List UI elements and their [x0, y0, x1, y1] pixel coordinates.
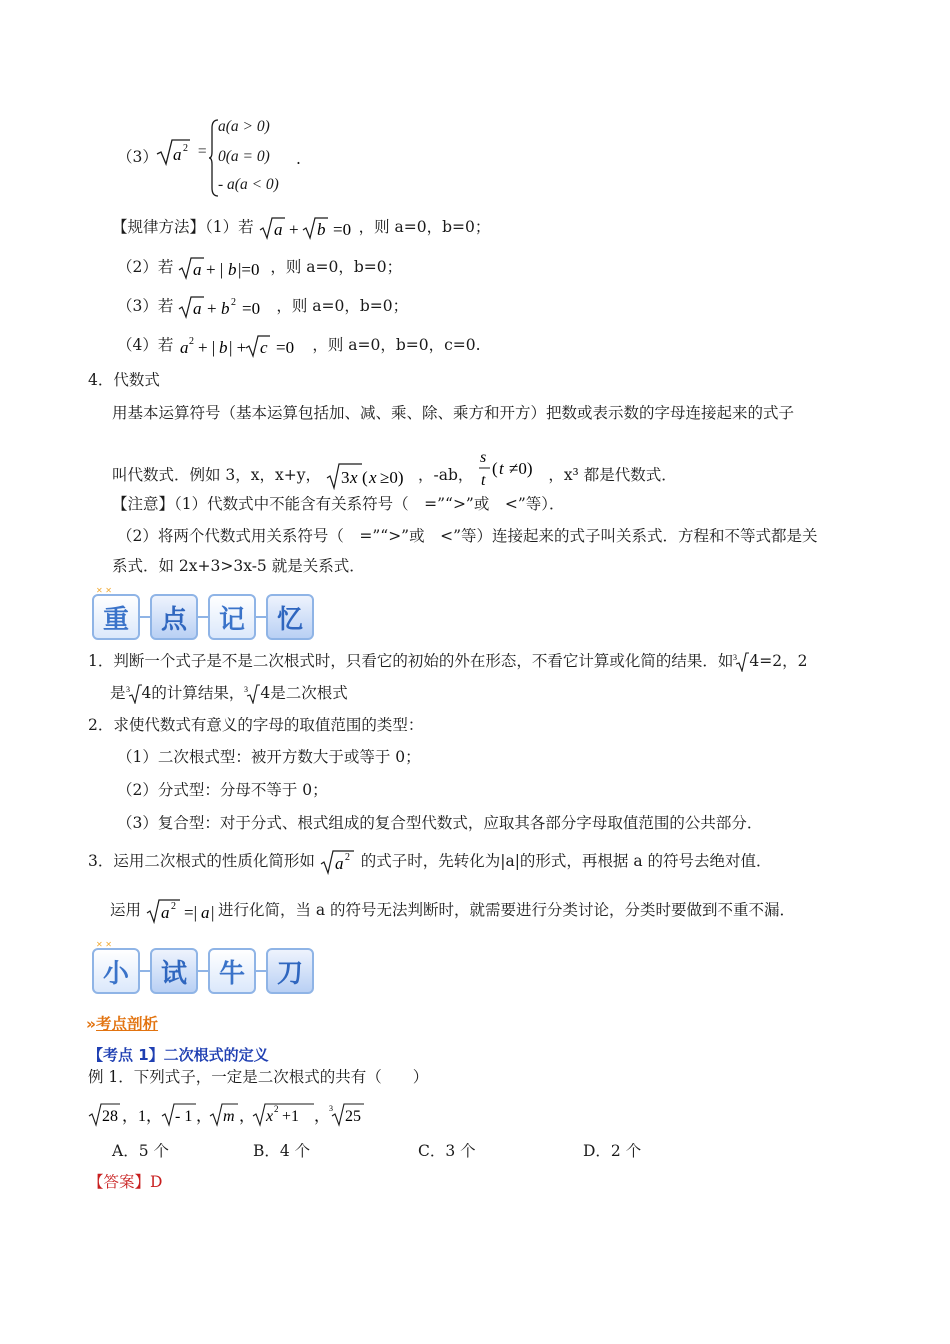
banner-char-3: 记 — [208, 594, 256, 640]
sec4-heading: 4．代数式 — [88, 371, 160, 389]
cube-root-symbol — [126, 684, 142, 704]
svg-text:≠0): ≠0) — [509, 459, 533, 478]
svg-text:2: 2 — [189, 336, 195, 347]
option-a: A．5 个 — [112, 1142, 169, 1160]
svg-text:b: b — [316, 220, 326, 239]
math-sqrt-a-plus-b-squared — [178, 295, 276, 319]
svg-text:2: 2 — [231, 297, 237, 308]
svg-text:(: ( — [361, 468, 368, 487]
svg-text:+ |: + | — [206, 260, 224, 279]
option-b: B．4 个 — [253, 1142, 311, 1160]
memory-item-1a — [88, 650, 807, 672]
sec4-paragraph-1: 用基本运算符号（基本运算包括加、减、乘、除、乘方和开方）把数或表示数的字母连接起来的式子 — [112, 404, 795, 422]
banner2-char-4: 刀 — [266, 948, 314, 994]
sec4-p2-mid: ，-ab， — [417, 466, 474, 484]
svg-text:t: t — [481, 472, 486, 489]
rule3-case1: a(a > 0) — [218, 118, 270, 135]
svg-text:c: c — [260, 338, 268, 357]
svg-text:≥0): ≥0) — [379, 468, 404, 487]
memory-item-1b — [110, 682, 348, 704]
memory-i1a-text: 1．判断一个式子是不是二次根式时，只看它的初始的外在形态，不看它计算或化简的结果．如 — [88, 652, 734, 670]
cube-root-symbol — [733, 652, 749, 672]
rule3-case3: - a(a < 0) — [218, 176, 279, 193]
svg-text:x: x — [266, 1108, 274, 1125]
exam-point-title: 【考点 1】二次根式的定义 — [88, 1046, 269, 1064]
svg-text:| +: | + — [229, 338, 247, 357]
math-a-squared-abs-b-sqrt-c — [178, 334, 312, 358]
svg-text:2: 2 — [170, 901, 176, 912]
math-sqrt-a-plus-sqrt-b — [259, 216, 359, 240]
banner-key-points — [92, 586, 314, 640]
banner-char-2: 点 — [150, 594, 198, 640]
method-l2-post: ，则 a=0，b=0； — [270, 258, 403, 276]
sqrt-symbol — [156, 138, 190, 166]
memory-item-3b — [110, 898, 795, 924]
math-sqrt-a-squared — [320, 849, 356, 875]
svg-text:+1: +1 — [282, 1108, 300, 1125]
method-l3-post: ，则 a=0，b=0； — [276, 297, 409, 315]
math-sqrt-a-squared-eq-abs-a — [146, 898, 218, 924]
math-expression-list — [88, 1102, 378, 1128]
example-1-expressions — [88, 1102, 378, 1128]
svg-text:b: b — [228, 260, 237, 279]
method-line-3 — [117, 295, 408, 319]
example-1-question: 例 1．下列式子，一定是二次根式的共有（ ） — [88, 1068, 429, 1086]
method-l4-post: ，则 a=0，b=0，c=0. — [312, 336, 481, 354]
svg-text:x: x — [349, 468, 358, 487]
svg-text:+ |: + | — [198, 338, 216, 357]
note-2: （2）将两个代数式用关系符号（ =”“>”或 <”等）连接起来的式子叫关系式．方程和不等式都是关 — [117, 527, 818, 545]
banner-deco-icon: ✕ ✕ — [96, 586, 112, 595]
method-l1-pre: （1）若 — [205, 218, 254, 236]
method-line-4 — [117, 334, 481, 358]
method-line-1 — [112, 216, 490, 240]
math-sqrt-3x-condition — [326, 462, 418, 490]
method-l2-pre: （2）若 — [117, 258, 174, 276]
option-c: C．3 个 — [418, 1142, 476, 1160]
double-chevron-icon: » — [86, 1015, 97, 1033]
banner2-char-3: 牛 — [208, 948, 256, 994]
rule3-case2: 0(a = 0) — [218, 148, 270, 165]
banner2-char-1: 小 — [92, 948, 140, 994]
svg-text:a: a — [160, 903, 170, 922]
analysis-title: 考点剖析 — [96, 1015, 159, 1033]
svg-text:=0: =0 — [332, 220, 351, 239]
answer-line — [88, 1171, 162, 1193]
rule3-label: （3） — [117, 148, 158, 166]
svg-text:a: a — [180, 338, 189, 357]
svg-text:s: s — [480, 449, 487, 466]
svg-text:b: b — [221, 299, 230, 318]
banner-char-1: 重 — [92, 594, 140, 640]
memory-i1b-post: 4是二次根式 — [260, 684, 348, 702]
sec4-p2-post: ，x³ 都是代数式． — [548, 466, 677, 484]
svg-text:=0: =0 — [242, 299, 261, 318]
svg-text:3: 3 — [125, 685, 130, 694]
memory-i3-pre: 3．运用二次根式的性质化简形如 — [88, 852, 315, 870]
svg-text:(: ( — [492, 459, 498, 478]
note-3: 系式．如 2x+3>3x-5 就是关系式． — [112, 557, 365, 575]
svg-text:a: a — [173, 145, 182, 164]
option-d: D．2 个 — [583, 1142, 642, 1160]
memory-item-2a: （1）二次根式型：被开方数大于或等于 0； — [117, 748, 421, 766]
svg-text:a: a — [193, 299, 202, 318]
svg-text:t: t — [499, 459, 505, 478]
math-fraction-s-over-t — [478, 446, 548, 490]
memory-item-3 — [88, 849, 772, 875]
memory-item-2b: （2）分式型：分母不等于 0； — [117, 781, 328, 799]
math-sqrt-a-plus-abs-b — [178, 256, 270, 280]
answer-label: 【答案】 — [88, 1173, 151, 1191]
svg-text:3: 3 — [733, 653, 738, 662]
svg-text:|=0: |=0 — [238, 260, 260, 279]
memory-i1b-pre: 是 — [110, 684, 126, 702]
banner2-char-2: 试 — [150, 948, 198, 994]
memory-i3b-pre: 运用 — [110, 901, 142, 919]
svg-text:=0: =0 — [276, 338, 295, 357]
memory-item-2c: （3）复合型：对于分式、根式组成的复合型代数式，应取其各部分字母取值范围的公共部分． — [117, 814, 763, 832]
svg-text:a: a — [334, 854, 344, 873]
svg-text:|: | — [210, 903, 215, 922]
rule3-lhs: a 2 = — [156, 138, 207, 166]
memory-i1b-mid: 4的计算结果， — [141, 684, 245, 702]
svg-text:3: 3 — [329, 1104, 333, 1113]
svg-text:3: 3 — [340, 468, 350, 487]
memory-i1a-eq: 4=2，2 — [749, 652, 808, 670]
svg-text:b: b — [219, 338, 228, 357]
method-l1-post: ，则 a=0，b=0； — [358, 218, 491, 236]
memory-i3b-post: 进行化简，当 a 的符号无法判断时，就需要进行分类讨论，分类时要做到不重不漏． — [217, 901, 796, 919]
svg-text:+: + — [207, 299, 217, 318]
memory-i3-post: 的式子时，先转化为|a|的形式，再根据 a 的符号去绝对值． — [360, 852, 772, 870]
method-l3-pre: （3）若 — [117, 297, 174, 315]
svg-text:28: 28 — [102, 1108, 118, 1125]
method-l4-pre: （4）若 — [117, 336, 174, 354]
svg-text:2: 2 — [183, 143, 188, 154]
svg-text:=|: =| — [183, 903, 197, 922]
svg-text:，: ， — [239, 1108, 256, 1125]
answer-value: D — [150, 1173, 163, 1191]
svg-text:- 1: - 1 — [175, 1108, 193, 1125]
svg-text:a: a — [200, 903, 210, 922]
svg-text:+: + — [288, 220, 299, 239]
sec4-p2-pre: 叫代数式．例如 3，x，x+y， — [112, 466, 322, 484]
note-1: 【注意】（1）代数式中不能含有关系符号（ =”“>”或 <”等）． — [112, 495, 565, 513]
svg-text:3: 3 — [244, 685, 249, 694]
svg-text:m: m — [223, 1108, 235, 1125]
analysis-heading — [86, 1013, 158, 1035]
svg-text:2: 2 — [344, 852, 350, 863]
banner-char-4: 忆 — [266, 594, 314, 640]
sec4-paragraph-2 — [112, 446, 677, 490]
method-line-2 — [117, 256, 402, 280]
memory-item-2: 2．求使代数式有意义的字母的取值范围的类型： — [88, 716, 424, 734]
svg-text:，1，: ，1， — [122, 1108, 163, 1125]
svg-text:a: a — [273, 220, 283, 239]
svg-text:2: 2 — [274, 1104, 279, 1114]
svg-text:25: 25 — [345, 1108, 361, 1125]
banner2-deco-icon: ✕ ✕ — [96, 940, 112, 949]
svg-text:x: x — [368, 468, 377, 487]
banner-practice — [92, 940, 314, 994]
svg-text:，: ， — [314, 1108, 331, 1125]
method-title: 【规律方法】 — [112, 218, 206, 236]
svg-text:，: ， — [196, 1108, 213, 1125]
svg-text:a: a — [193, 260, 202, 279]
cube-root-symbol — [244, 684, 260, 704]
rule3-end: . — [296, 150, 301, 168]
